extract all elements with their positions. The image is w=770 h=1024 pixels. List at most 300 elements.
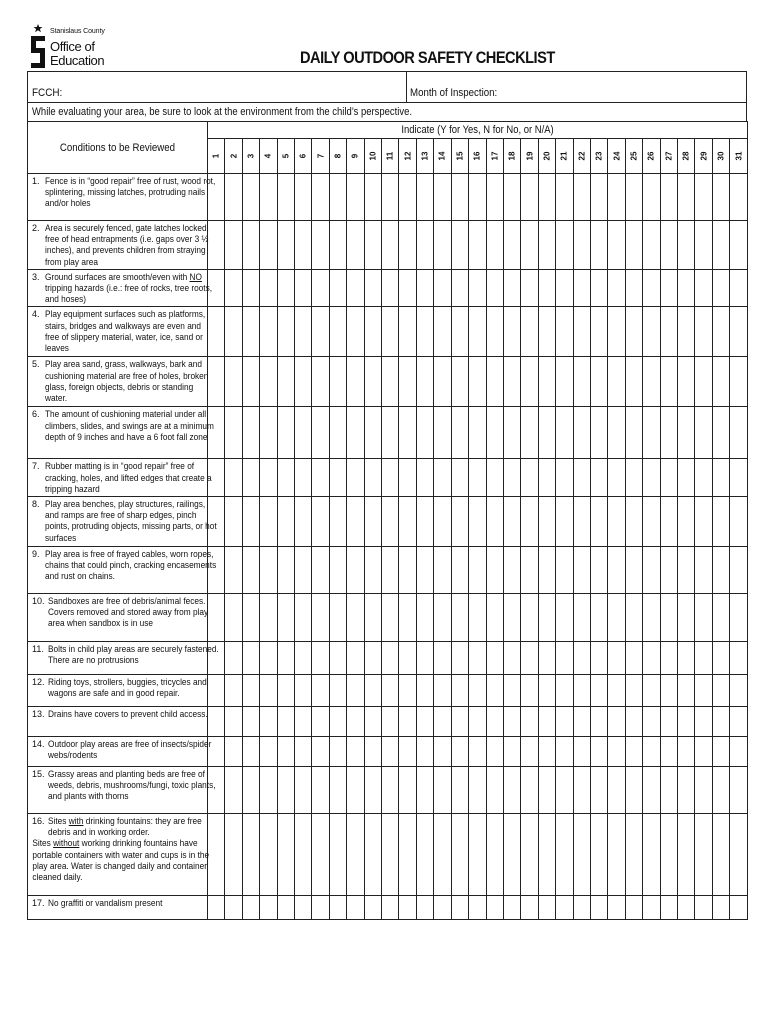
- check-cell[interactable]: [556, 814, 573, 896]
- check-cell[interactable]: [660, 707, 677, 737]
- check-cell[interactable]: [608, 459, 625, 497]
- check-cell[interactable]: [434, 497, 451, 547]
- check-cell[interactable]: [643, 174, 660, 221]
- check-cell[interactable]: [712, 307, 729, 357]
- check-cell[interactable]: [364, 642, 381, 675]
- check-cell[interactable]: [608, 269, 625, 307]
- check-cell[interactable]: [608, 594, 625, 642]
- check-cell[interactable]: [486, 357, 503, 407]
- check-cell[interactable]: [434, 547, 451, 594]
- check-cell[interactable]: [364, 174, 381, 221]
- check-cell[interactable]: [277, 547, 294, 594]
- check-cell[interactable]: [677, 737, 694, 767]
- check-cell[interactable]: [521, 357, 538, 407]
- check-cell[interactable]: [434, 407, 451, 459]
- check-cell[interactable]: [242, 497, 259, 547]
- check-cell[interactable]: [538, 707, 555, 737]
- check-cell[interactable]: [469, 174, 486, 221]
- check-cell[interactable]: [730, 767, 748, 814]
- check-cell[interactable]: [590, 547, 607, 594]
- check-cell[interactable]: [469, 269, 486, 307]
- check-cell[interactable]: [451, 221, 468, 270]
- check-cell[interactable]: [660, 896, 677, 920]
- check-cell[interactable]: [556, 896, 573, 920]
- check-cell[interactable]: [242, 357, 259, 407]
- check-cell[interactable]: [695, 497, 712, 547]
- check-cell[interactable]: [347, 221, 364, 270]
- check-cell[interactable]: [695, 269, 712, 307]
- check-cell[interactable]: [225, 594, 242, 642]
- check-cell[interactable]: [364, 594, 381, 642]
- check-cell[interactable]: [364, 459, 381, 497]
- check-cell[interactable]: [329, 497, 346, 547]
- check-cell[interactable]: [625, 767, 642, 814]
- check-cell[interactable]: [677, 269, 694, 307]
- check-cell[interactable]: [364, 767, 381, 814]
- check-cell[interactable]: [590, 407, 607, 459]
- check-cell[interactable]: [730, 814, 748, 896]
- check-cell[interactable]: [486, 407, 503, 459]
- check-cell[interactable]: [382, 642, 399, 675]
- check-cell[interactable]: [643, 221, 660, 270]
- check-cell[interactable]: [364, 269, 381, 307]
- check-cell[interactable]: [521, 767, 538, 814]
- check-cell[interactable]: [660, 594, 677, 642]
- check-cell[interactable]: [225, 737, 242, 767]
- check-cell[interactable]: [364, 675, 381, 707]
- check-cell[interactable]: [312, 307, 329, 357]
- check-cell[interactable]: [382, 814, 399, 896]
- check-cell[interactable]: [382, 737, 399, 767]
- check-cell[interactable]: [347, 707, 364, 737]
- check-cell[interactable]: [608, 675, 625, 707]
- check-cell[interactable]: [643, 642, 660, 675]
- check-cell[interactable]: [712, 642, 729, 675]
- check-cell[interactable]: [538, 269, 555, 307]
- check-cell[interactable]: [538, 737, 555, 767]
- check-cell[interactable]: [712, 675, 729, 707]
- check-cell[interactable]: [556, 707, 573, 737]
- check-cell[interactable]: [451, 814, 468, 896]
- check-cell[interactable]: [503, 307, 520, 357]
- check-cell[interactable]: [521, 407, 538, 459]
- check-cell[interactable]: [503, 547, 520, 594]
- check-cell[interactable]: [295, 174, 312, 221]
- check-cell[interactable]: [434, 707, 451, 737]
- check-cell[interactable]: [295, 896, 312, 920]
- check-cell[interactable]: [434, 269, 451, 307]
- check-cell[interactable]: [329, 269, 346, 307]
- check-cell[interactable]: [643, 814, 660, 896]
- check-cell[interactable]: [364, 307, 381, 357]
- check-cell[interactable]: [712, 407, 729, 459]
- check-cell[interactable]: [695, 174, 712, 221]
- check-cell[interactable]: [277, 594, 294, 642]
- check-cell[interactable]: [486, 675, 503, 707]
- check-cell[interactable]: [625, 497, 642, 547]
- check-cell[interactable]: [712, 594, 729, 642]
- check-cell[interactable]: [503, 675, 520, 707]
- check-cell[interactable]: [382, 174, 399, 221]
- check-cell[interactable]: [399, 357, 416, 407]
- check-cell[interactable]: [643, 407, 660, 459]
- fcch-field[interactable]: FCCH:: [32, 87, 63, 99]
- check-cell[interactable]: [556, 547, 573, 594]
- check-cell[interactable]: [451, 269, 468, 307]
- check-cell[interactable]: [503, 594, 520, 642]
- month-of-inspection-field[interactable]: Month of Inspection:: [410, 87, 498, 99]
- check-cell[interactable]: [643, 459, 660, 497]
- check-cell[interactable]: [538, 814, 555, 896]
- check-cell[interactable]: [312, 407, 329, 459]
- check-cell[interactable]: [695, 675, 712, 707]
- check-cell[interactable]: [277, 814, 294, 896]
- check-cell[interactable]: [521, 707, 538, 737]
- check-cell[interactable]: [556, 459, 573, 497]
- check-cell[interactable]: [469, 896, 486, 920]
- check-cell[interactable]: [590, 174, 607, 221]
- check-cell[interactable]: [556, 174, 573, 221]
- check-cell[interactable]: [469, 707, 486, 737]
- check-cell[interactable]: [295, 675, 312, 707]
- check-cell[interactable]: [643, 357, 660, 407]
- check-cell[interactable]: [503, 707, 520, 737]
- check-cell[interactable]: [573, 547, 590, 594]
- check-cell[interactable]: [312, 642, 329, 675]
- check-cell[interactable]: [556, 737, 573, 767]
- check-cell[interactable]: [486, 737, 503, 767]
- check-cell[interactable]: [329, 642, 346, 675]
- check-cell[interactable]: [660, 547, 677, 594]
- check-cell[interactable]: [556, 357, 573, 407]
- check-cell[interactable]: [469, 547, 486, 594]
- check-cell[interactable]: [677, 675, 694, 707]
- check-cell[interactable]: [608, 767, 625, 814]
- check-cell[interactable]: [260, 814, 277, 896]
- check-cell[interactable]: [260, 707, 277, 737]
- check-cell[interactable]: [242, 459, 259, 497]
- check-cell[interactable]: [347, 459, 364, 497]
- check-cell[interactable]: [469, 767, 486, 814]
- check-cell[interactable]: [364, 407, 381, 459]
- check-cell[interactable]: [364, 707, 381, 737]
- check-cell[interactable]: [312, 707, 329, 737]
- check-cell[interactable]: [469, 814, 486, 896]
- check-cell[interactable]: [295, 737, 312, 767]
- check-cell[interactable]: [608, 737, 625, 767]
- check-cell[interactable]: [347, 269, 364, 307]
- check-cell[interactable]: [416, 642, 433, 675]
- check-cell[interactable]: [347, 497, 364, 547]
- check-cell[interactable]: [643, 707, 660, 737]
- check-cell[interactable]: [573, 675, 590, 707]
- check-cell[interactable]: [660, 675, 677, 707]
- check-cell[interactable]: [590, 896, 607, 920]
- check-cell[interactable]: [590, 594, 607, 642]
- check-cell[interactable]: [573, 737, 590, 767]
- check-cell[interactable]: [260, 547, 277, 594]
- check-cell[interactable]: [521, 221, 538, 270]
- check-cell[interactable]: [486, 307, 503, 357]
- check-cell[interactable]: [712, 814, 729, 896]
- check-cell[interactable]: [434, 357, 451, 407]
- check-cell[interactable]: [590, 269, 607, 307]
- check-cell[interactable]: [573, 357, 590, 407]
- check-cell[interactable]: [329, 896, 346, 920]
- check-cell[interactable]: [590, 497, 607, 547]
- check-cell[interactable]: [625, 357, 642, 407]
- check-cell[interactable]: [590, 357, 607, 407]
- check-cell[interactable]: [730, 594, 748, 642]
- check-cell[interactable]: [416, 497, 433, 547]
- check-cell[interactable]: [608, 497, 625, 547]
- check-cell[interactable]: [712, 707, 729, 737]
- check-cell[interactable]: [416, 221, 433, 270]
- check-cell[interactable]: [486, 547, 503, 594]
- check-cell[interactable]: [538, 642, 555, 675]
- check-cell[interactable]: [538, 497, 555, 547]
- check-cell[interactable]: [712, 896, 729, 920]
- check-cell[interactable]: [608, 174, 625, 221]
- check-cell[interactable]: [521, 269, 538, 307]
- check-cell[interactable]: [469, 675, 486, 707]
- check-cell[interactable]: [695, 737, 712, 767]
- check-cell[interactable]: [486, 269, 503, 307]
- check-cell[interactable]: [590, 221, 607, 270]
- check-cell[interactable]: [643, 497, 660, 547]
- check-cell[interactable]: [556, 675, 573, 707]
- check-cell[interactable]: [434, 642, 451, 675]
- check-cell[interactable]: [382, 407, 399, 459]
- check-cell[interactable]: [295, 767, 312, 814]
- check-cell[interactable]: [521, 307, 538, 357]
- check-cell[interactable]: [225, 307, 242, 357]
- check-cell[interactable]: [712, 767, 729, 814]
- check-cell[interactable]: [451, 896, 468, 920]
- check-cell[interactable]: [538, 547, 555, 594]
- check-cell[interactable]: [573, 594, 590, 642]
- check-cell[interactable]: [590, 307, 607, 357]
- check-cell[interactable]: [399, 221, 416, 270]
- check-cell[interactable]: [277, 269, 294, 307]
- check-cell[interactable]: [730, 221, 748, 270]
- check-cell[interactable]: [416, 459, 433, 497]
- check-cell[interactable]: [277, 497, 294, 547]
- check-cell[interactable]: [712, 269, 729, 307]
- check-cell[interactable]: [660, 407, 677, 459]
- check-cell[interactable]: [312, 357, 329, 407]
- check-cell[interactable]: [242, 307, 259, 357]
- check-cell[interactable]: [295, 707, 312, 737]
- check-cell[interactable]: [590, 737, 607, 767]
- check-cell[interactable]: [242, 594, 259, 642]
- check-cell[interactable]: [382, 497, 399, 547]
- check-cell[interactable]: [643, 737, 660, 767]
- check-cell[interactable]: [260, 594, 277, 642]
- check-cell[interactable]: [329, 675, 346, 707]
- check-cell[interactable]: [382, 357, 399, 407]
- check-cell[interactable]: [277, 307, 294, 357]
- check-cell[interactable]: [660, 459, 677, 497]
- check-cell[interactable]: [347, 814, 364, 896]
- check-cell[interactable]: [590, 675, 607, 707]
- check-cell[interactable]: [695, 896, 712, 920]
- check-cell[interactable]: [451, 497, 468, 547]
- check-cell[interactable]: [416, 594, 433, 642]
- check-cell[interactable]: [399, 459, 416, 497]
- check-cell[interactable]: [242, 767, 259, 814]
- check-cell[interactable]: [625, 221, 642, 270]
- check-cell[interactable]: [538, 594, 555, 642]
- check-cell[interactable]: [625, 307, 642, 357]
- check-cell[interactable]: [312, 594, 329, 642]
- check-cell[interactable]: [521, 814, 538, 896]
- check-cell[interactable]: [556, 642, 573, 675]
- check-cell[interactable]: [469, 357, 486, 407]
- check-cell[interactable]: [695, 767, 712, 814]
- check-cell[interactable]: [538, 357, 555, 407]
- check-cell[interactable]: [590, 642, 607, 675]
- check-cell[interactable]: [399, 407, 416, 459]
- check-cell[interactable]: [277, 221, 294, 270]
- check-cell[interactable]: [556, 269, 573, 307]
- check-cell[interactable]: [556, 307, 573, 357]
- check-cell[interactable]: [677, 174, 694, 221]
- check-cell[interactable]: [677, 407, 694, 459]
- check-cell[interactable]: [538, 407, 555, 459]
- check-cell[interactable]: [451, 547, 468, 594]
- check-cell[interactable]: [503, 174, 520, 221]
- check-cell[interactable]: [277, 407, 294, 459]
- check-cell[interactable]: [347, 407, 364, 459]
- check-cell[interactable]: [521, 497, 538, 547]
- check-cell[interactable]: [486, 497, 503, 547]
- check-cell[interactable]: [625, 547, 642, 594]
- check-cell[interactable]: [486, 814, 503, 896]
- check-cell[interactable]: [486, 174, 503, 221]
- check-cell[interactable]: [416, 814, 433, 896]
- check-cell[interactable]: [399, 269, 416, 307]
- check-cell[interactable]: [260, 459, 277, 497]
- check-cell[interactable]: [329, 547, 346, 594]
- check-cell[interactable]: [260, 737, 277, 767]
- check-cell[interactable]: [503, 896, 520, 920]
- check-cell[interactable]: [730, 497, 748, 547]
- check-cell[interactable]: [277, 675, 294, 707]
- check-cell[interactable]: [573, 269, 590, 307]
- check-cell[interactable]: [416, 896, 433, 920]
- check-cell[interactable]: [260, 221, 277, 270]
- check-cell[interactable]: [329, 307, 346, 357]
- check-cell[interactable]: [469, 642, 486, 675]
- check-cell[interactable]: [451, 407, 468, 459]
- check-cell[interactable]: [486, 594, 503, 642]
- check-cell[interactable]: [260, 896, 277, 920]
- check-cell[interactable]: [242, 174, 259, 221]
- check-cell[interactable]: [590, 707, 607, 737]
- check-cell[interactable]: [538, 896, 555, 920]
- check-cell[interactable]: [416, 407, 433, 459]
- check-cell[interactable]: [242, 221, 259, 270]
- check-cell[interactable]: [677, 221, 694, 270]
- check-cell[interactable]: [295, 642, 312, 675]
- check-cell[interactable]: [225, 357, 242, 407]
- check-cell[interactable]: [312, 675, 329, 707]
- check-cell[interactable]: [295, 221, 312, 270]
- check-cell[interactable]: [364, 896, 381, 920]
- check-cell[interactable]: [625, 896, 642, 920]
- check-cell[interactable]: [625, 814, 642, 896]
- check-cell[interactable]: [695, 707, 712, 737]
- check-cell[interactable]: [730, 407, 748, 459]
- check-cell[interactable]: [329, 814, 346, 896]
- check-cell[interactable]: [712, 547, 729, 594]
- check-cell[interactable]: [573, 642, 590, 675]
- check-cell[interactable]: [695, 642, 712, 675]
- check-cell[interactable]: [538, 675, 555, 707]
- check-cell[interactable]: [608, 547, 625, 594]
- check-cell[interactable]: [364, 357, 381, 407]
- check-cell[interactable]: [712, 174, 729, 221]
- check-cell[interactable]: [538, 174, 555, 221]
- check-cell[interactable]: [434, 675, 451, 707]
- check-cell[interactable]: [451, 675, 468, 707]
- check-cell[interactable]: [242, 642, 259, 675]
- check-cell[interactable]: [608, 814, 625, 896]
- check-cell[interactable]: [590, 814, 607, 896]
- check-cell[interactable]: [730, 675, 748, 707]
- check-cell[interactable]: [695, 547, 712, 594]
- check-cell[interactable]: [434, 307, 451, 357]
- check-cell[interactable]: [625, 642, 642, 675]
- check-cell[interactable]: [573, 221, 590, 270]
- check-cell[interactable]: [399, 174, 416, 221]
- check-cell[interactable]: [538, 459, 555, 497]
- check-cell[interactable]: [503, 221, 520, 270]
- check-cell[interactable]: [399, 737, 416, 767]
- check-cell[interactable]: [521, 896, 538, 920]
- check-cell[interactable]: [677, 357, 694, 407]
- check-cell[interactable]: [364, 221, 381, 270]
- check-cell[interactable]: [347, 737, 364, 767]
- check-cell[interactable]: [503, 497, 520, 547]
- check-cell[interactable]: [469, 459, 486, 497]
- check-cell[interactable]: [260, 767, 277, 814]
- check-cell[interactable]: [295, 547, 312, 594]
- check-cell[interactable]: [695, 594, 712, 642]
- check-cell[interactable]: [451, 357, 468, 407]
- check-cell[interactable]: [312, 269, 329, 307]
- check-cell[interactable]: [625, 407, 642, 459]
- check-cell[interactable]: [469, 497, 486, 547]
- check-cell[interactable]: [382, 594, 399, 642]
- check-cell[interactable]: [625, 707, 642, 737]
- check-cell[interactable]: [295, 459, 312, 497]
- check-cell[interactable]: [503, 459, 520, 497]
- check-cell[interactable]: [556, 767, 573, 814]
- check-cell[interactable]: [695, 307, 712, 357]
- check-cell[interactable]: [469, 221, 486, 270]
- check-cell[interactable]: [451, 767, 468, 814]
- check-cell[interactable]: [312, 814, 329, 896]
- check-cell[interactable]: [486, 896, 503, 920]
- check-cell[interactable]: [416, 174, 433, 221]
- check-cell[interactable]: [712, 737, 729, 767]
- check-cell[interactable]: [399, 896, 416, 920]
- check-cell[interactable]: [695, 459, 712, 497]
- check-cell[interactable]: [486, 642, 503, 675]
- check-cell[interactable]: [451, 707, 468, 737]
